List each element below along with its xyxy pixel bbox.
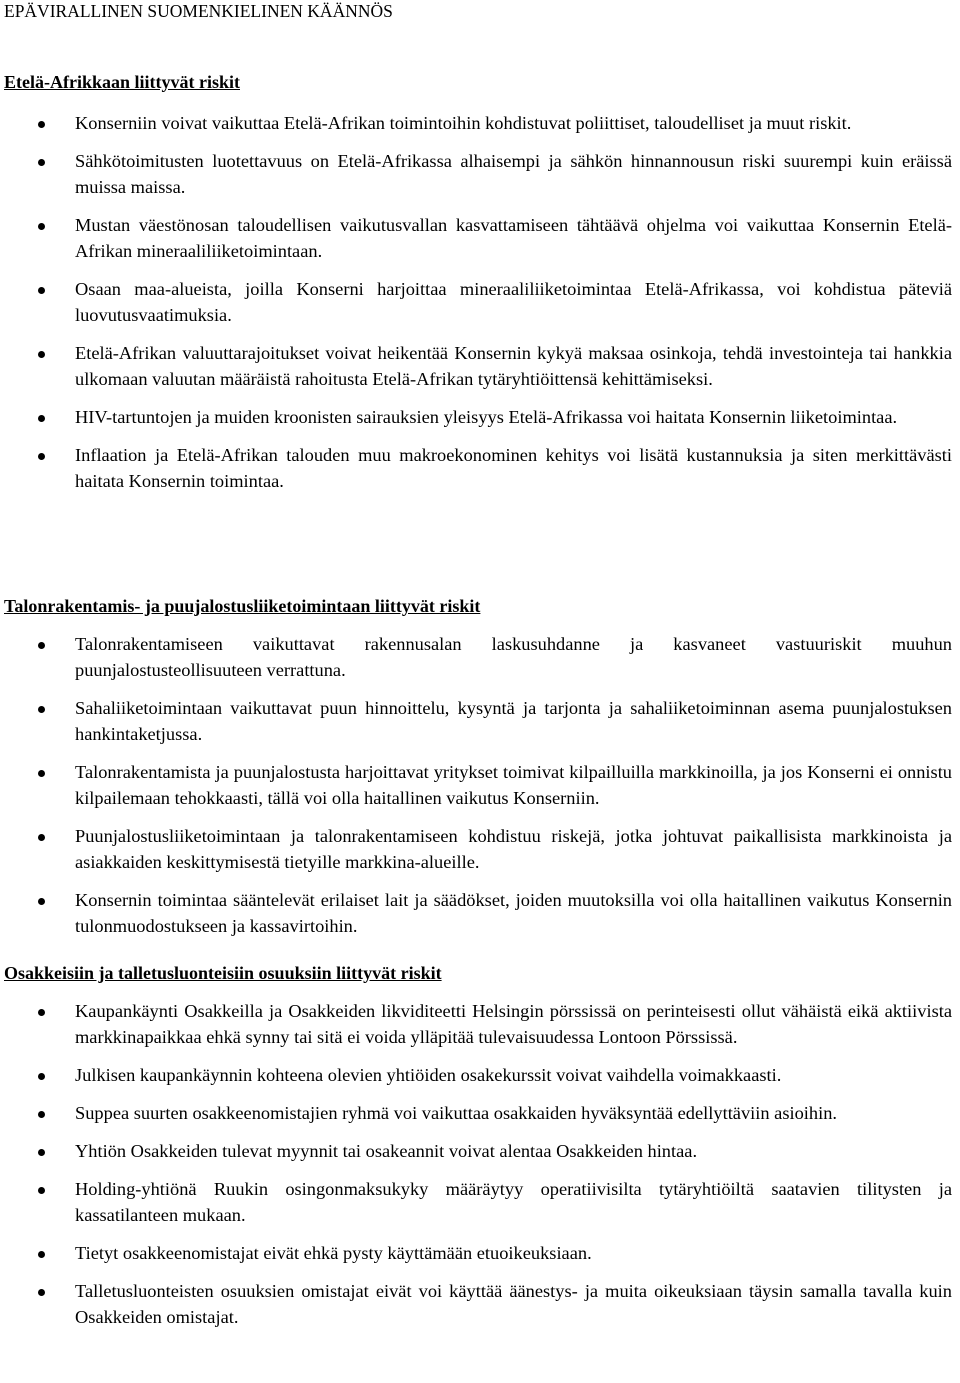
bullet-icon [38, 159, 45, 166]
list-item: HIV-tartuntojen ja muiden kroonisten sairauksien yleisyys Etelä-Afrikassa voi haitata Konsernin liiketoimintaa. [4, 404, 952, 430]
bullet-icon [38, 1251, 45, 1258]
list-item: Sähkötoimitusten luotettavuus on Etelä-Afrikassa alhaisempi ja sähkön hinnannousun riski suurempi kuin eräissä muissa maissa. [4, 148, 952, 200]
bullet-icon [38, 770, 45, 777]
list-item: Tietyt osakkeenomistajat eivät ehkä pysty käyttämään etuoikeuksiaan. [4, 1240, 952, 1266]
bullet-icon [38, 1073, 45, 1080]
list-item: Puunjalostusliiketoimintaan ja talonrakentamiseen kohdistuu riskejä, jotka johtuvat paikallisista markkinoista ja asiakkaiden keskittymisestä tietyille markkina-alueille. [4, 823, 952, 875]
list-item: Talletusluonteisten osuuksien omistajat eivät voi käyttää äänestys- ja muita oikeuksiaan täysin samalla tavalla kuin Osakkeiden omistajat. [4, 1278, 952, 1330]
bullet-list [4, 631, 952, 939]
list-item: Kaupankäynti Osakkeilla ja Osakkeiden likviditeetti Helsingin pörssissä on perinteisesti ollut vähäistä eikä aktiivista markkinapaikkaa ehkä synny tai sitä ei voida ylläpitää tulevaisuudessa Lontoon Pörssissä. [4, 998, 952, 1050]
bullet-icon [38, 1289, 45, 1296]
list-item: Mustan väestönosan taloudellisen vaikutusvallan kasvattamiseen tähtäävä ohjelma voi vaikuttaa Konsernin Etelä-Afrikan mineraaliliiketoimintaan. [4, 212, 952, 264]
list-item: Sahaliiketoimintaan vaikuttavat puun hinnoittelu, kysyntä ja tarjonta ja sahaliiketoiminnan asema puunjalostuksen hankintaketjussa. [4, 695, 952, 747]
bullet-icon [38, 1149, 45, 1156]
bullet-icon [38, 121, 45, 128]
section-title: Osakkeisiin ja talletusluonteisiin osuuksiin liittyvät riskit [4, 963, 442, 983]
bullet-icon [38, 898, 45, 905]
bullet-icon [38, 642, 45, 649]
translation-header: EPÄVIRALLINEN SUOMENKIELINEN KÄÄNNÖS [4, 1, 393, 21]
list-item: Talonrakentamista ja puunjalostusta harjoittavat yritykset toimivat kilpailluilla markkinoilla, ja jos Konserni ei onnistu kilpailemaan tehokkaasti, tällä voi olla haitallinen vaikutus Konserniin. [4, 759, 952, 811]
list-item: Konsernin toimintaa sääntelevät erilaiset lait ja säädökset, joiden muutoksilla voi olla haitallinen vaikutus Konsernin tulonmuodostukseen ja kassavirtoihin. [4, 887, 952, 939]
section-title: Talonrakentamis- ja puujalostusliiketoimintaan liittyvät riskit [4, 596, 481, 616]
list-item: Konserniin voivat vaikuttaa Etelä-Afrikan toimintoihin kohdistuvat poliittiset, taloudelliset ja muut riskit. [4, 110, 952, 136]
bullet-list [4, 110, 952, 494]
list-item: Holding-yhtiönä Ruukin osingonmaksukyky määräytyy operatiivisilta tytäryhtiöiltä saatavien tilitysten ja kassatilanteen mukaan. [4, 1176, 952, 1228]
list-item: Inflaation ja Etelä-Afrikan talouden muu makroekonominen kehitys voi lisätä kustannuksia ja siten merkittävästi haitata Konsernin toimintaa. [4, 442, 952, 494]
section-share-risks [4, 961, 952, 1330]
bullet-icon [38, 453, 45, 460]
section-south-africa-risks [4, 70, 952, 494]
list-item: Talonrakentamiseen vaikuttavat rakennusalan laskusuhdanne ja kasvaneet vastuuriskit muuhun puunjalostusteollisuuteen verrattuna. [4, 631, 952, 683]
bullet-icon [38, 834, 45, 841]
bullet-icon [38, 1187, 45, 1194]
bullet-icon [38, 287, 45, 294]
bullet-icon [38, 223, 45, 230]
bullet-icon [38, 1111, 45, 1118]
list-item: Osaan maa-alueista, joilla Konserni harjoittaa mineraaliliiketoimintaa Etelä-Afrikassa, voi kohdistua päteviä luovutusvaatimuksia. [4, 276, 952, 328]
list-item: Yhtiön Osakkeiden tulevat myynnit tai osakeannit voivat alentaa Osakkeiden hintaa. [4, 1138, 952, 1164]
section-construction-wood-risks [4, 594, 952, 939]
bullet-list [4, 998, 952, 1330]
bullet-icon [38, 706, 45, 713]
bullet-icon [38, 351, 45, 358]
section-title: Etelä-Afrikkaan liittyvät riskit [4, 72, 240, 92]
list-item: Julkisen kaupankäynnin kohteena olevien yhtiöiden osakekurssit voivat vaihdella voimakkaasti. [4, 1062, 952, 1088]
list-item: Suppea suurten osakkeenomistajien ryhmä voi vaikuttaa osakkaiden hyväksyntää edellyttäviin asioihin. [4, 1100, 952, 1126]
bullet-icon [38, 415, 45, 422]
list-item: Etelä-Afrikan valuuttarajoitukset voivat heikentää Konsernin kykyä maksaa osinkoja, tehdä investointeja tai hankkia ulkomaan valuutan määräistä rahoitusta Etelä-Afrikan tytäryhtiöittensä kehittämiseksi. [4, 340, 952, 392]
bullet-icon [38, 1009, 45, 1016]
